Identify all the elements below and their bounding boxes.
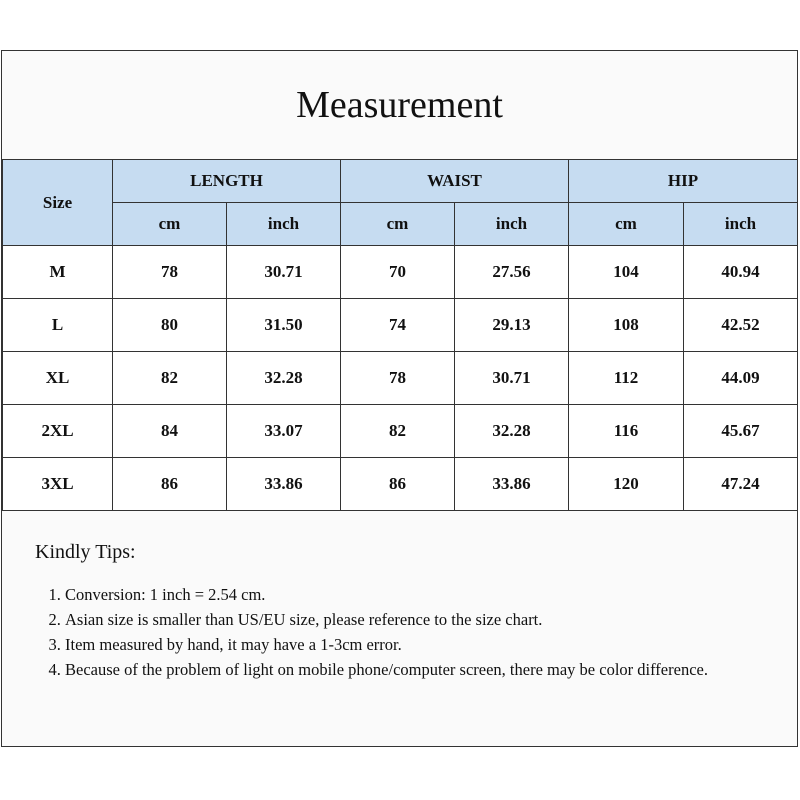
value-cell: 42.52 [684, 299, 798, 352]
unit-header: cm [113, 203, 227, 246]
tip-item: 2. Asian size is smaller than US/EU size, please reference to the size chart. [65, 607, 775, 632]
value-cell: 27.56 [455, 246, 569, 299]
size-cell: 3XL [3, 458, 113, 511]
value-cell: 74 [341, 299, 455, 352]
tip-item: 3. Item measured by hand, it may have a 1-3cm error. [65, 632, 775, 657]
value-cell: 82 [341, 405, 455, 458]
value-cell: 30.71 [227, 246, 341, 299]
value-cell: 78 [341, 352, 455, 405]
value-cell: 45.67 [684, 405, 798, 458]
value-cell: 29.13 [455, 299, 569, 352]
size-cell: XL [3, 352, 113, 405]
value-cell: 104 [569, 246, 684, 299]
size-table [2, 159, 798, 511]
value-cell: 33.86 [455, 458, 569, 511]
table-unit-row [3, 203, 798, 246]
table-row [3, 458, 798, 511]
table-row [3, 299, 798, 352]
tips-section [35, 541, 775, 682]
tips-list [35, 582, 775, 682]
value-cell: 47.24 [684, 458, 798, 511]
value-cell: 33.07 [227, 405, 341, 458]
value-cell: 31.50 [227, 299, 341, 352]
size-chart-panel [1, 50, 798, 747]
unit-header: cm [341, 203, 455, 246]
value-cell: 32.28 [455, 405, 569, 458]
value-cell: 82 [113, 352, 227, 405]
value-cell: 70 [341, 246, 455, 299]
value-cell: 40.94 [684, 246, 798, 299]
table-row [3, 405, 798, 458]
table-row [3, 352, 798, 405]
size-cell: L [3, 299, 113, 352]
unit-header: inch [227, 203, 341, 246]
tips-heading: Kindly Tips: [35, 541, 136, 563]
unit-header: cm [569, 203, 684, 246]
unit-header: inch [455, 203, 569, 246]
value-cell: 116 [569, 405, 684, 458]
value-cell: 44.09 [684, 352, 798, 405]
value-cell: 30.71 [455, 352, 569, 405]
value-cell: 78 [113, 246, 227, 299]
unit-header: inch [684, 203, 798, 246]
value-cell: 86 [113, 458, 227, 511]
value-cell: 80 [113, 299, 227, 352]
table-header-row [3, 160, 798, 203]
size-cell: M [3, 246, 113, 299]
size-header: Size [3, 160, 113, 246]
table-row [3, 246, 798, 299]
page-title: Measurement [296, 84, 503, 126]
size-cell: 2XL [3, 405, 113, 458]
value-cell: 84 [113, 405, 227, 458]
tip-item: 4. Because of the problem of light on mobile phone/computer screen, there may be color difference. [65, 657, 775, 682]
value-cell: 112 [569, 352, 684, 405]
length-header: LENGTH [113, 160, 341, 203]
value-cell: 108 [569, 299, 684, 352]
value-cell: 86 [341, 458, 455, 511]
tip-item: 1. Conversion: 1 inch = 2.54 cm. [65, 582, 775, 607]
value-cell: 120 [569, 458, 684, 511]
value-cell: 32.28 [227, 352, 341, 405]
value-cell: 33.86 [227, 458, 341, 511]
waist-header: WAIST [341, 160, 569, 203]
hip-header: HIP [569, 160, 798, 203]
